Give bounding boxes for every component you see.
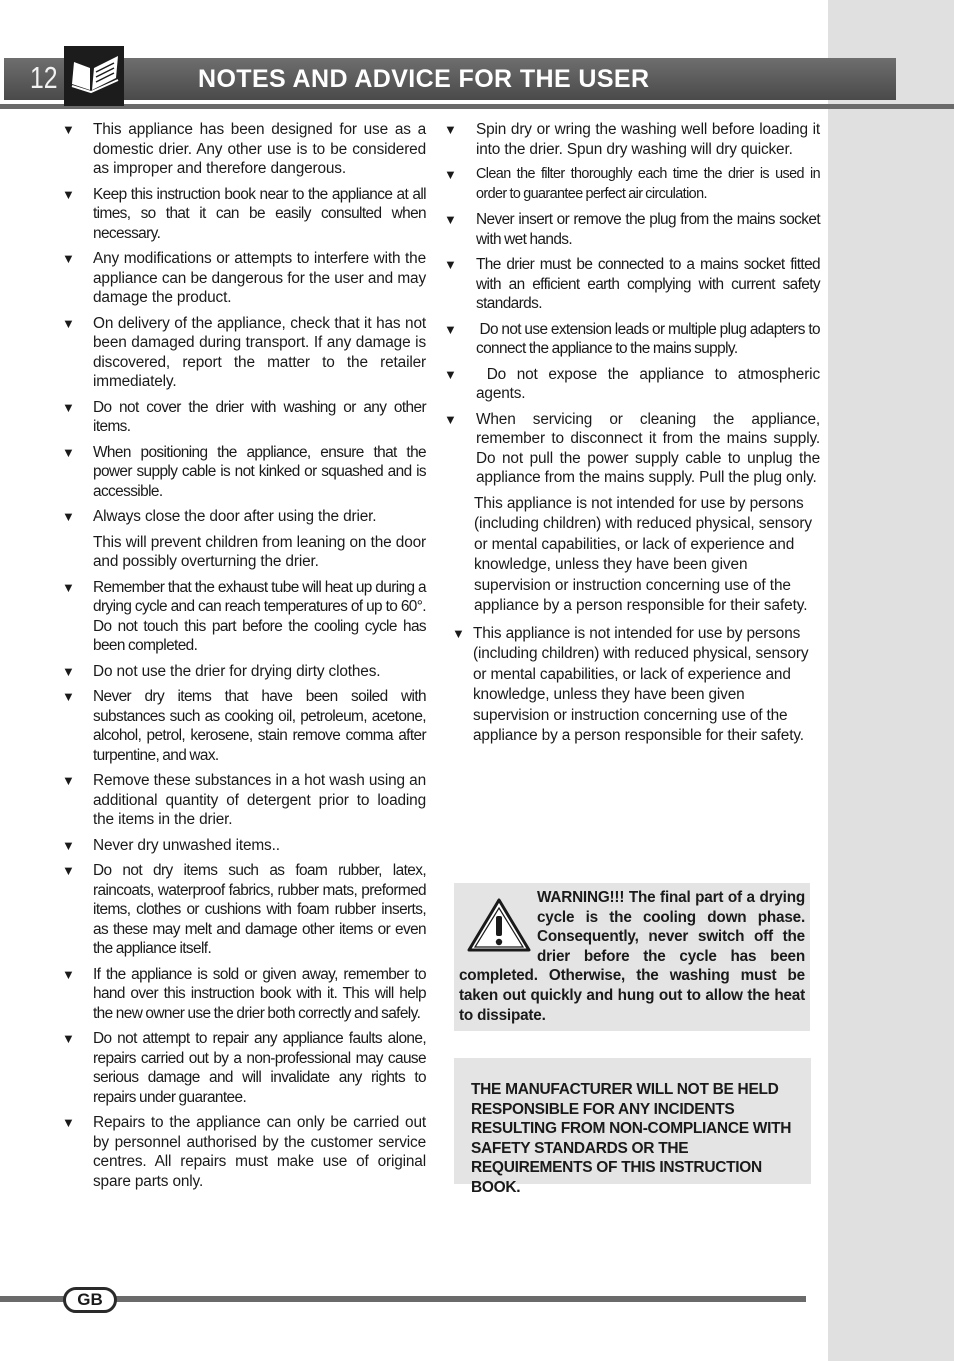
list-item — [62, 771, 426, 830]
manufacturer-notice-box — [454, 1058, 811, 1196]
bullet-triangle-icon: ▼ — [62, 315, 75, 331]
list-item-text: Any modifications or attempts to interfere with the appliance can be dangerous for the user and may damage the product. — [93, 250, 426, 306]
list-item — [62, 1113, 426, 1191]
bullet-triangle-icon: ▼ — [62, 122, 75, 137]
bullet-triangle-icon: ▼ — [62, 399, 75, 415]
list-item-text: Never dry unwashed items.. — [93, 836, 280, 854]
list-item — [62, 443, 426, 502]
bullet-triangle-icon: ▼ — [444, 257, 457, 272]
manufacturer-notice-text: THE MANUFACTURER WILL NOT BE HELD RESPONSIBLE FOR ANY INCIDENTS RESULTING FROM NON-COMPLIANCE WITH SAFETY STANDARDS OR THE REQUIREMENTS OF THIS INSTRUCTION BOOK. — [471, 1081, 792, 1196]
warning-text-block — [459, 888, 805, 1025]
book-icon — [64, 46, 124, 106]
bullet-triangle-icon: ▼ — [444, 411, 457, 427]
left-column — [62, 120, 426, 1197]
bullet-triangle-icon: ▼ — [452, 625, 465, 641]
list-item — [62, 687, 426, 765]
list-item-text: Do not use the drier for drying dirty clothes. — [93, 662, 381, 680]
list-item-text: Clean the filter thoroughly each time the drier is used in order to guarantee perfect air circulation. — [476, 166, 820, 202]
list-item — [444, 210, 820, 249]
bullet-triangle-icon: ▼ — [444, 122, 457, 137]
list-item — [444, 165, 820, 204]
list-item — [62, 965, 426, 1024]
list-item-text: This appliance is not intended for use by persons (including children) with reduced physical, sensory or mental capabilities, or lack of experience and knowledge, unless they have been given supervision or instruction concerning use of the appliance by a person responsible for their safety. — [473, 624, 809, 744]
list-item-text: Remember that the exhaust tube will heat up during a drying cycle and can reach temperatures of up to 60°. Do not touch this part before the cooling cycle has been completed. — [93, 578, 426, 654]
list-item — [62, 398, 426, 437]
bullet-triangle-icon: ▼ — [444, 212, 457, 227]
list-item — [62, 314, 426, 392]
language-badge: GB — [63, 1287, 117, 1313]
list-item — [62, 861, 426, 959]
list-item — [444, 365, 825, 404]
list-item-text: Spin dry or wring the washing well before loading it into the drier. Spun dry washing will dry quicker. — [476, 121, 820, 158]
right-column — [444, 120, 825, 753]
bullet-triangle-icon: ▼ — [62, 509, 75, 524]
list-item-text: This appliance has been designed for use as a domestic drier. Any other use is to be considered as improper and therefore dangerous. — [93, 121, 426, 177]
list-item — [62, 120, 426, 179]
bullet-triangle-icon: ▼ — [62, 1115, 75, 1130]
list-item-extra-text: This will prevent children from leaning on the door and possibly overturning the drier. — [93, 533, 426, 570]
list-item-text: Keep this instruction book near to the appliance at all times, so that it can be easily consulted when necessary. — [93, 185, 426, 242]
list-item-text: Never insert or remove the plug from the mains socket with wet hands. — [476, 211, 820, 248]
bullet-triangle-icon: ▼ — [62, 966, 75, 982]
plain-paragraph: This appliance is not intended for use by persons (including children) with reduced physical, sensory or mental capabilities, or lack of experience and knowledge, unless they have been given supervision or instruction concerning use of the appliance by a person responsible for their safety. — [474, 494, 812, 614]
footer-divider — [0, 1296, 806, 1302]
list-item — [62, 836, 426, 856]
list-item — [62, 249, 426, 308]
bullet-triangle-icon: ▼ — [62, 186, 75, 202]
list-item-text: When servicing or cleaning the appliance, remember to disconnect it from the mains supply. Do not pull the power supply cable to unplug the appliance from the mains supply. Pull the plug only. — [476, 410, 820, 486]
list-item-text: Remove these substances in a hot wash using an additional quantity of detergent prior to loading the items in the drier. — [93, 772, 426, 828]
list-item-text: Do not use extension leads or multiple plug adapters to connect the appliance to the mains supply. — [476, 320, 824, 357]
list-item-text: When positioning the appliance, ensure that the power supply cable is not kinked or squashed and is accessible. — [93, 443, 426, 500]
list-item — [444, 410, 820, 488]
page-number: 12 — [30, 60, 58, 95]
bullet-triangle-icon: ▼ — [62, 837, 75, 853]
list-item-text: Never dry items that have been soiled with substances such as cooking oil, petroleum, acetone, alcohol, petrol, kerosene, stain remove comma after turpentine, and wax. — [93, 688, 426, 764]
header-divider — [0, 104, 954, 109]
bullet-triangle-icon: ▼ — [62, 251, 75, 266]
list-item-text: Always close the door after using the drier. — [93, 508, 377, 525]
bullet-triangle-icon: ▼ — [62, 444, 75, 460]
warning-text: WARNING!!! The final part of a drying cycle is the cooling down phase. Consequently, never switch off the drier before the cycle has been completed. Otherwise, the washing must be taken out quickly and hung out to allow the heat to dissipate. — [459, 889, 805, 1024]
list-item-text: Do not attempt to repair any appliance faults alone, repairs carried out by a non-professional may cause serious damage and will invalidate any rights to repairs under guarantee. — [93, 1030, 426, 1106]
bullet-triangle-icon: ▼ — [444, 167, 457, 182]
list-item-text: Repairs to the appliance can only be carried out by personnel authorised by the customer service centres. All repairs must make use of original spare parts only. — [93, 1114, 426, 1190]
list-item — [62, 578, 426, 656]
bullet-triangle-icon: ▼ — [62, 1031, 75, 1046]
bullet-triangle-icon: ▼ — [62, 579, 75, 595]
page-title: NOTES AND ADVICE FOR THE USER — [198, 65, 650, 93]
bullet-triangle-icon: ▼ — [62, 863, 75, 878]
list-item-text: Do not expose the appliance to atmospheric agents. — [476, 365, 825, 402]
bullet-triangle-icon: ▼ — [444, 366, 457, 382]
side-margin-strip — [828, 0, 954, 1361]
list-item — [62, 662, 426, 682]
list-item — [444, 120, 820, 159]
list-item-text: On delivery of the appliance, check that it has not been damaged during transport. If any damage is discovered, report the matter to the retailer immediately. — [93, 314, 426, 390]
list-item — [62, 185, 426, 244]
list-item — [444, 624, 820, 747]
bullet-triangle-icon: ▼ — [62, 773, 75, 788]
bullet-triangle-icon: ▼ — [444, 321, 457, 337]
list-item — [62, 507, 426, 572]
list-item — [62, 1029, 426, 1107]
list-item-text: Do not dry items such as foam rubber, latex, raincoats, waterproof fabrics, rubber mats, preformed items, clothes or cushions with foam rubber inserts, as these may melt and damage other items or even the appliance itself. — [93, 862, 426, 957]
bullet-triangle-icon: ▼ — [62, 663, 75, 679]
list-item — [444, 320, 824, 359]
list-item — [444, 255, 820, 314]
bullet-triangle-icon: ▼ — [62, 689, 75, 704]
list-item-text: If the appliance is sold or given away, remember to hand over this instruction book with it. This will help the new owner use the drier both correctly and safely. — [93, 965, 426, 1022]
list-item-text: Do not cover the drier with washing or any other items. — [93, 398, 426, 435]
warning-box — [454, 883, 810, 1031]
list-item-text: The drier must be connected to a mains socket fitted with an efficient earth complying with current safety standards. — [476, 256, 820, 312]
